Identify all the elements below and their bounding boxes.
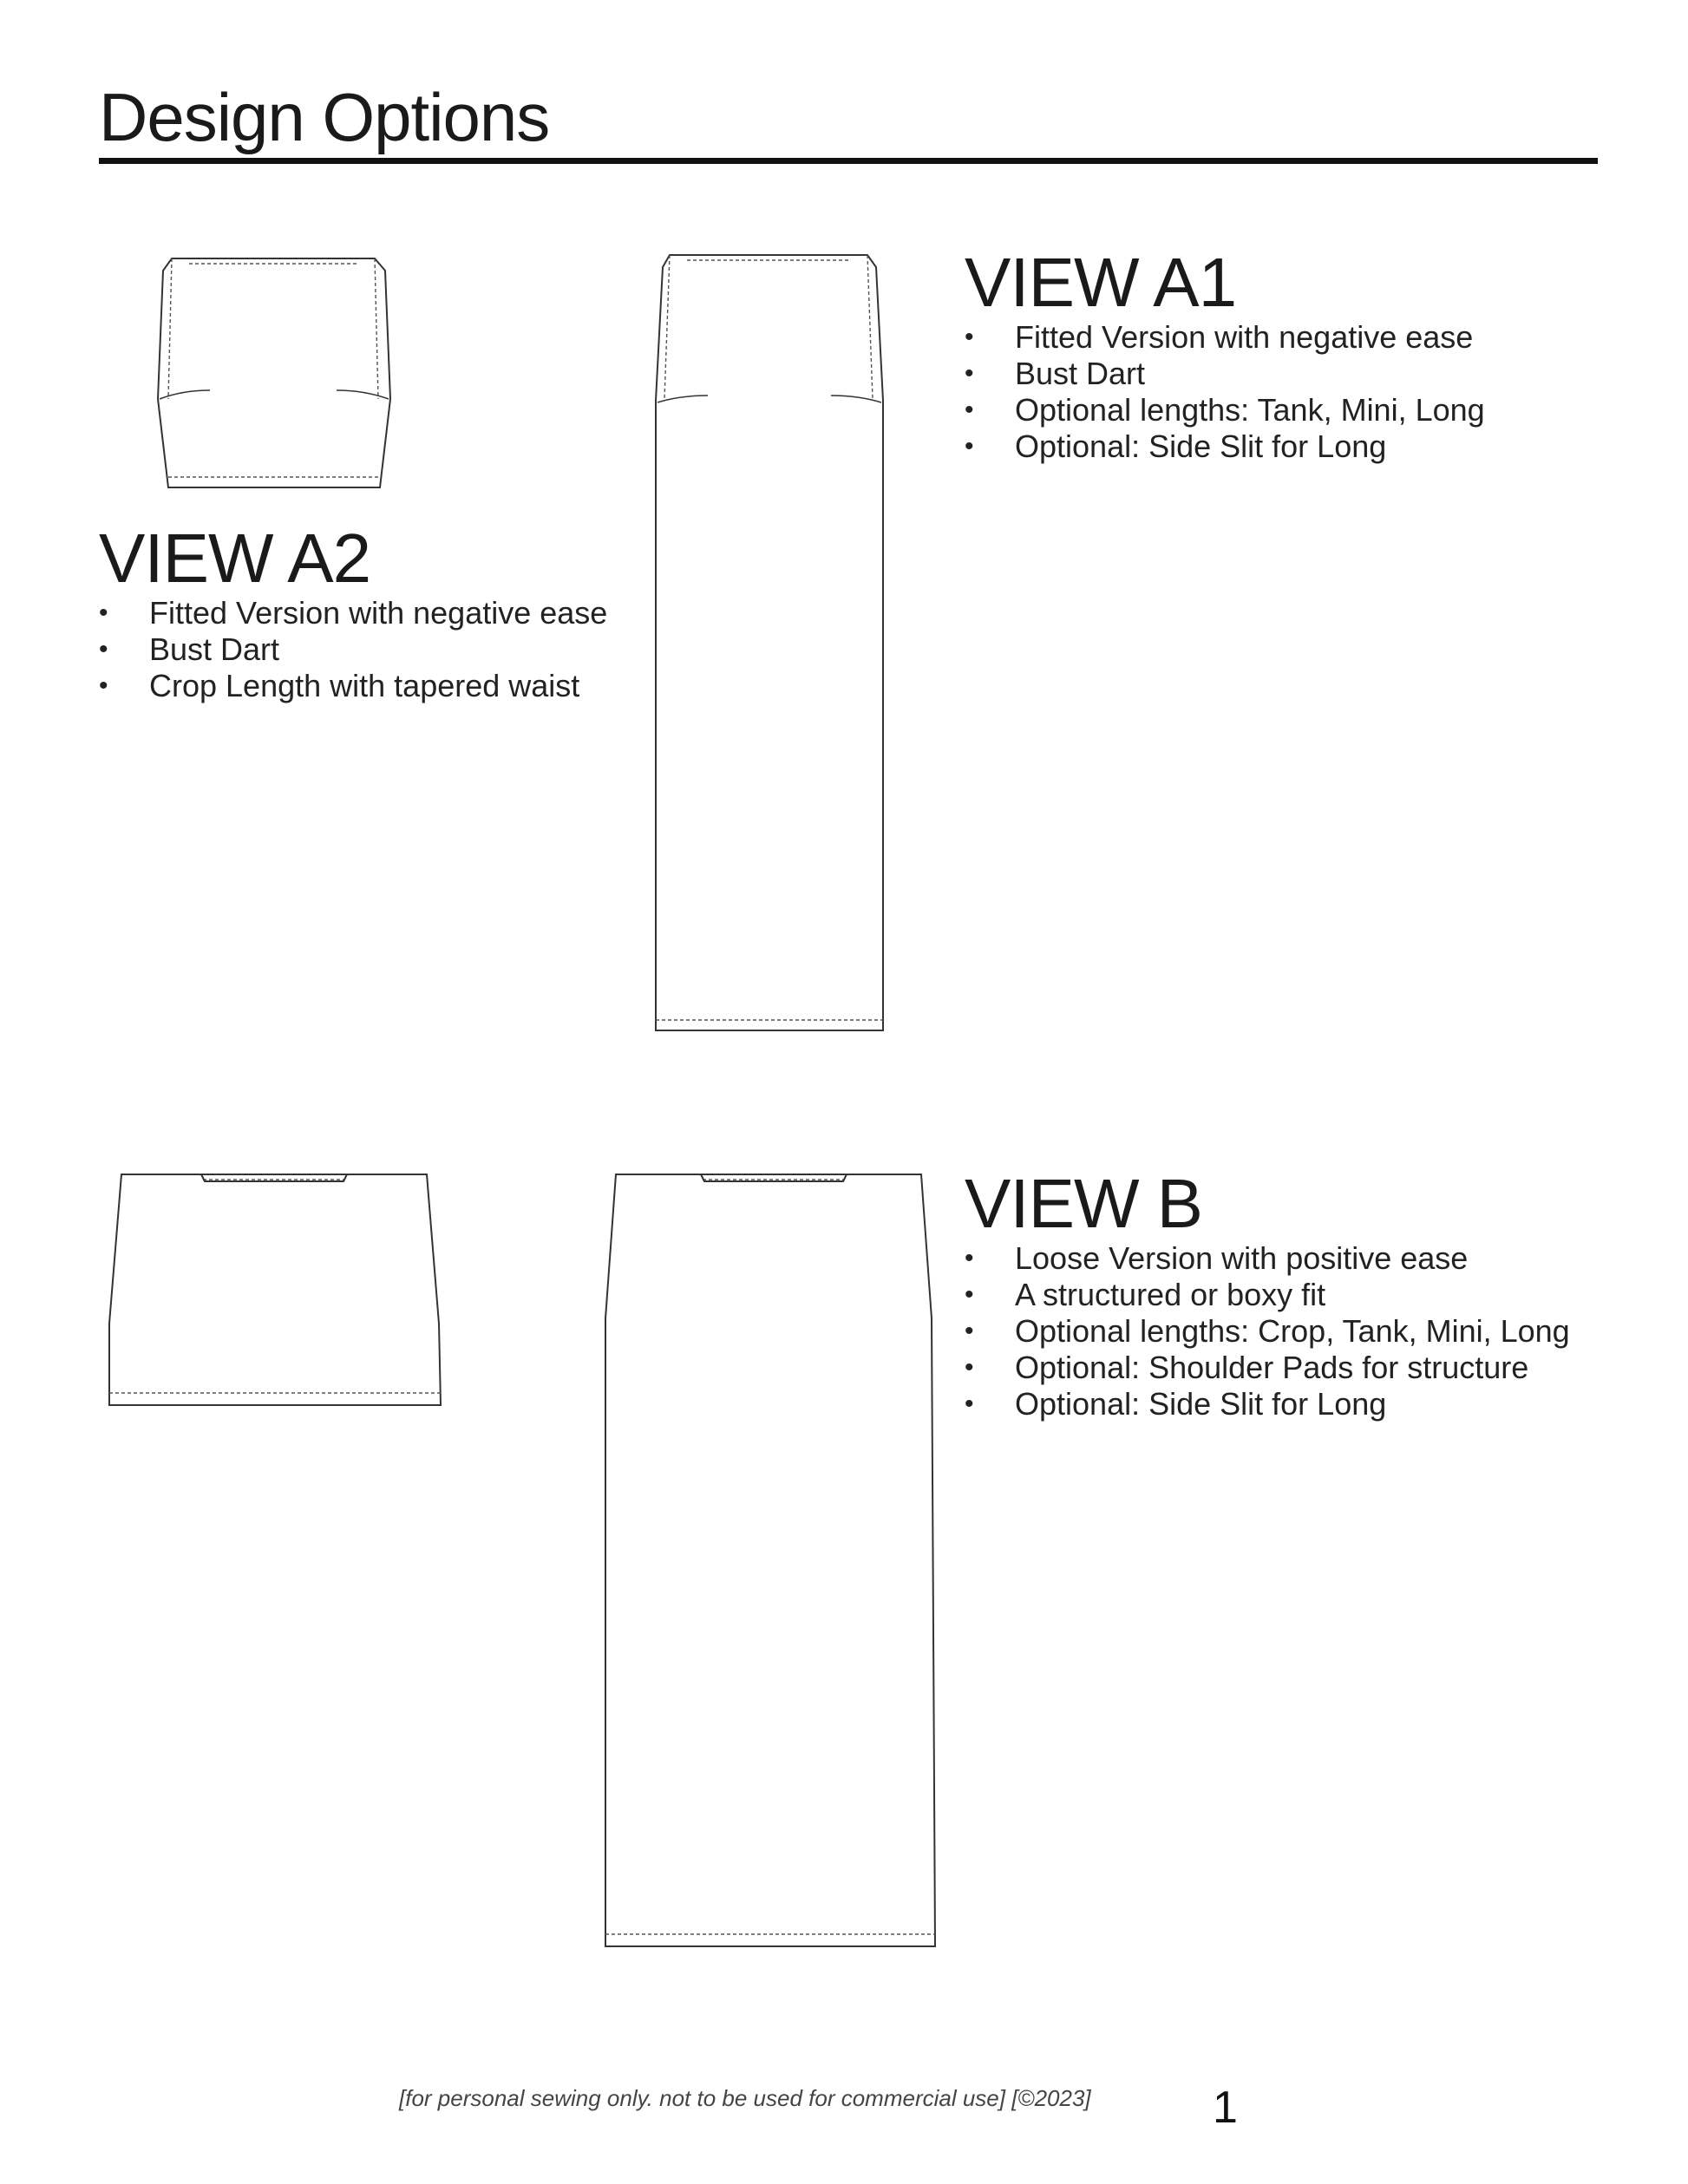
list-item: • Fitted Version with negative ease [99, 595, 607, 631]
view-b-crop-sketch [108, 1171, 446, 1414]
list-item: • Optional: Side Slit for Long [965, 428, 1485, 465]
view-b-crop-outline [109, 1174, 441, 1405]
list-item: • Crop Length with tapered waist [99, 668, 607, 704]
view-a2-crop-sketch [156, 252, 399, 494]
title-rule [99, 158, 1598, 164]
view-a2-side-stitch-left [168, 258, 172, 399]
list-item: • Loose Version with positive ease [965, 1240, 1570, 1277]
view-b-crop-collar-edge [201, 1174, 347, 1181]
view-b-heading: VIEW B [965, 1165, 1203, 1242]
view-a1-outline [656, 255, 883, 1030]
list-item: • Optional lengths: Crop, Tank, Mini, Long [965, 1313, 1570, 1350]
list-item: • A structured or boxy fit [965, 1277, 1570, 1313]
view-a2-feature-list [99, 595, 607, 704]
view-a1-long-sketch [652, 250, 895, 1039]
page-number: 1 [1213, 2083, 1238, 2133]
footer-note: [for personal sewing only. not to be used for commercial use] [©2023] [399, 2085, 1091, 2111]
view-a2-side-stitch-right [375, 258, 378, 399]
view-a2-bust-dart-left [160, 390, 210, 399]
view-a2-bust-dart-right [337, 390, 389, 399]
view-a2-outline [158, 258, 390, 487]
list-item: • Bust Dart [965, 356, 1485, 392]
list-item: • Optional: Side Slit for Long [965, 1386, 1570, 1422]
view-b-long-collar-edge [701, 1174, 847, 1181]
view-a1-bust-dart-right [831, 396, 881, 402]
list-item: • Bust Dart [99, 631, 607, 668]
view-a1-side-stitch-left [664, 255, 670, 399]
view-b-feature-list [965, 1240, 1570, 1422]
view-a2-heading: VIEW A2 [99, 520, 371, 597]
view-a1-heading: VIEW A1 [965, 244, 1237, 321]
list-item: • Fitted Version with negative ease [965, 319, 1485, 356]
view-b-long-outline [605, 1174, 935, 1946]
list-item: • Optional: Shoulder Pads for structure [965, 1350, 1570, 1386]
page-title: Design Options [99, 79, 550, 155]
view-a1-feature-list [965, 319, 1485, 465]
view-b-long-sketch [602, 1171, 940, 1952]
view-a1-side-stitch-right [867, 255, 873, 399]
list-item: • Optional lengths: Tank, Mini, Long [965, 392, 1485, 428]
